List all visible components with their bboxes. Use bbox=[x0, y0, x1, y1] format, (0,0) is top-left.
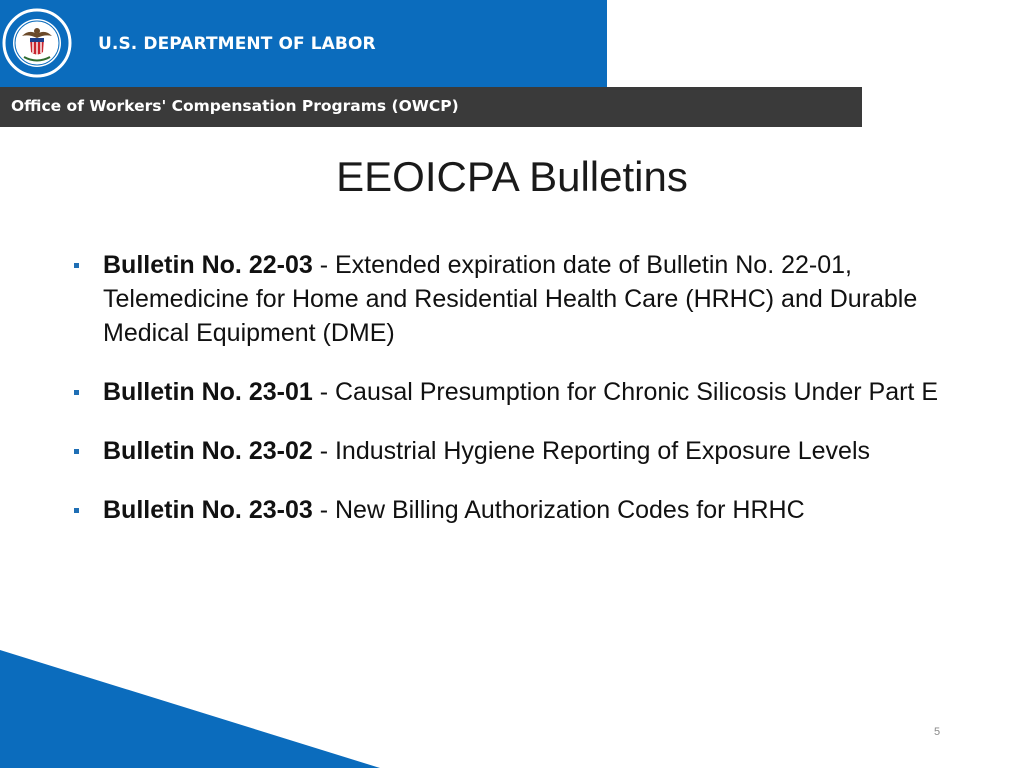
bullet-marker-icon bbox=[74, 263, 79, 268]
slide-title: EEOICPA Bulletins bbox=[336, 153, 688, 200]
bulletin-item bbox=[72, 375, 972, 409]
bulletin-description: - Extended expiration date of Bulletin No. 22-01, Telemedicine for Home and Residential Health Care (HRHC) and Durable Medical Equipment (DME) bbox=[103, 251, 918, 347]
bulletin-item bbox=[72, 434, 972, 468]
bulletin-number: Bulletin No. 22-03 bbox=[103, 251, 313, 279]
bullet-marker-icon bbox=[74, 508, 79, 513]
office-name: Office of Workers' Compensation Programs (OWCP) bbox=[11, 97, 459, 115]
bulletin-description: - New Billing Authorization Codes for HRHC bbox=[312, 496, 805, 524]
dol-seal-icon bbox=[0, 4, 78, 82]
agency-header bbox=[0, 0, 607, 87]
bulletin-number: Bulletin No. 23-03 bbox=[103, 496, 313, 524]
bulletin-description: - Industrial Hygiene Reporting of Exposure Levels bbox=[312, 437, 871, 465]
bulletin-item bbox=[72, 493, 972, 527]
bullet-marker-icon bbox=[74, 390, 79, 395]
bulletin-number: Bulletin No. 23-02 bbox=[103, 437, 313, 465]
bulletin-description: - Causal Presumption for Chronic Silicosis Under Part E bbox=[312, 378, 938, 406]
decorative-corner-shape bbox=[0, 650, 380, 768]
office-bar bbox=[0, 87, 862, 127]
agency-name: U.S. DEPARTMENT OF LABOR bbox=[98, 34, 376, 54]
page-number: 5 bbox=[934, 726, 941, 738]
bulletin-number: Bulletin No. 23-01 bbox=[103, 378, 313, 406]
bullet-marker-icon bbox=[74, 449, 79, 454]
bulletin-list bbox=[72, 248, 972, 552]
bulletin-item bbox=[72, 248, 972, 350]
